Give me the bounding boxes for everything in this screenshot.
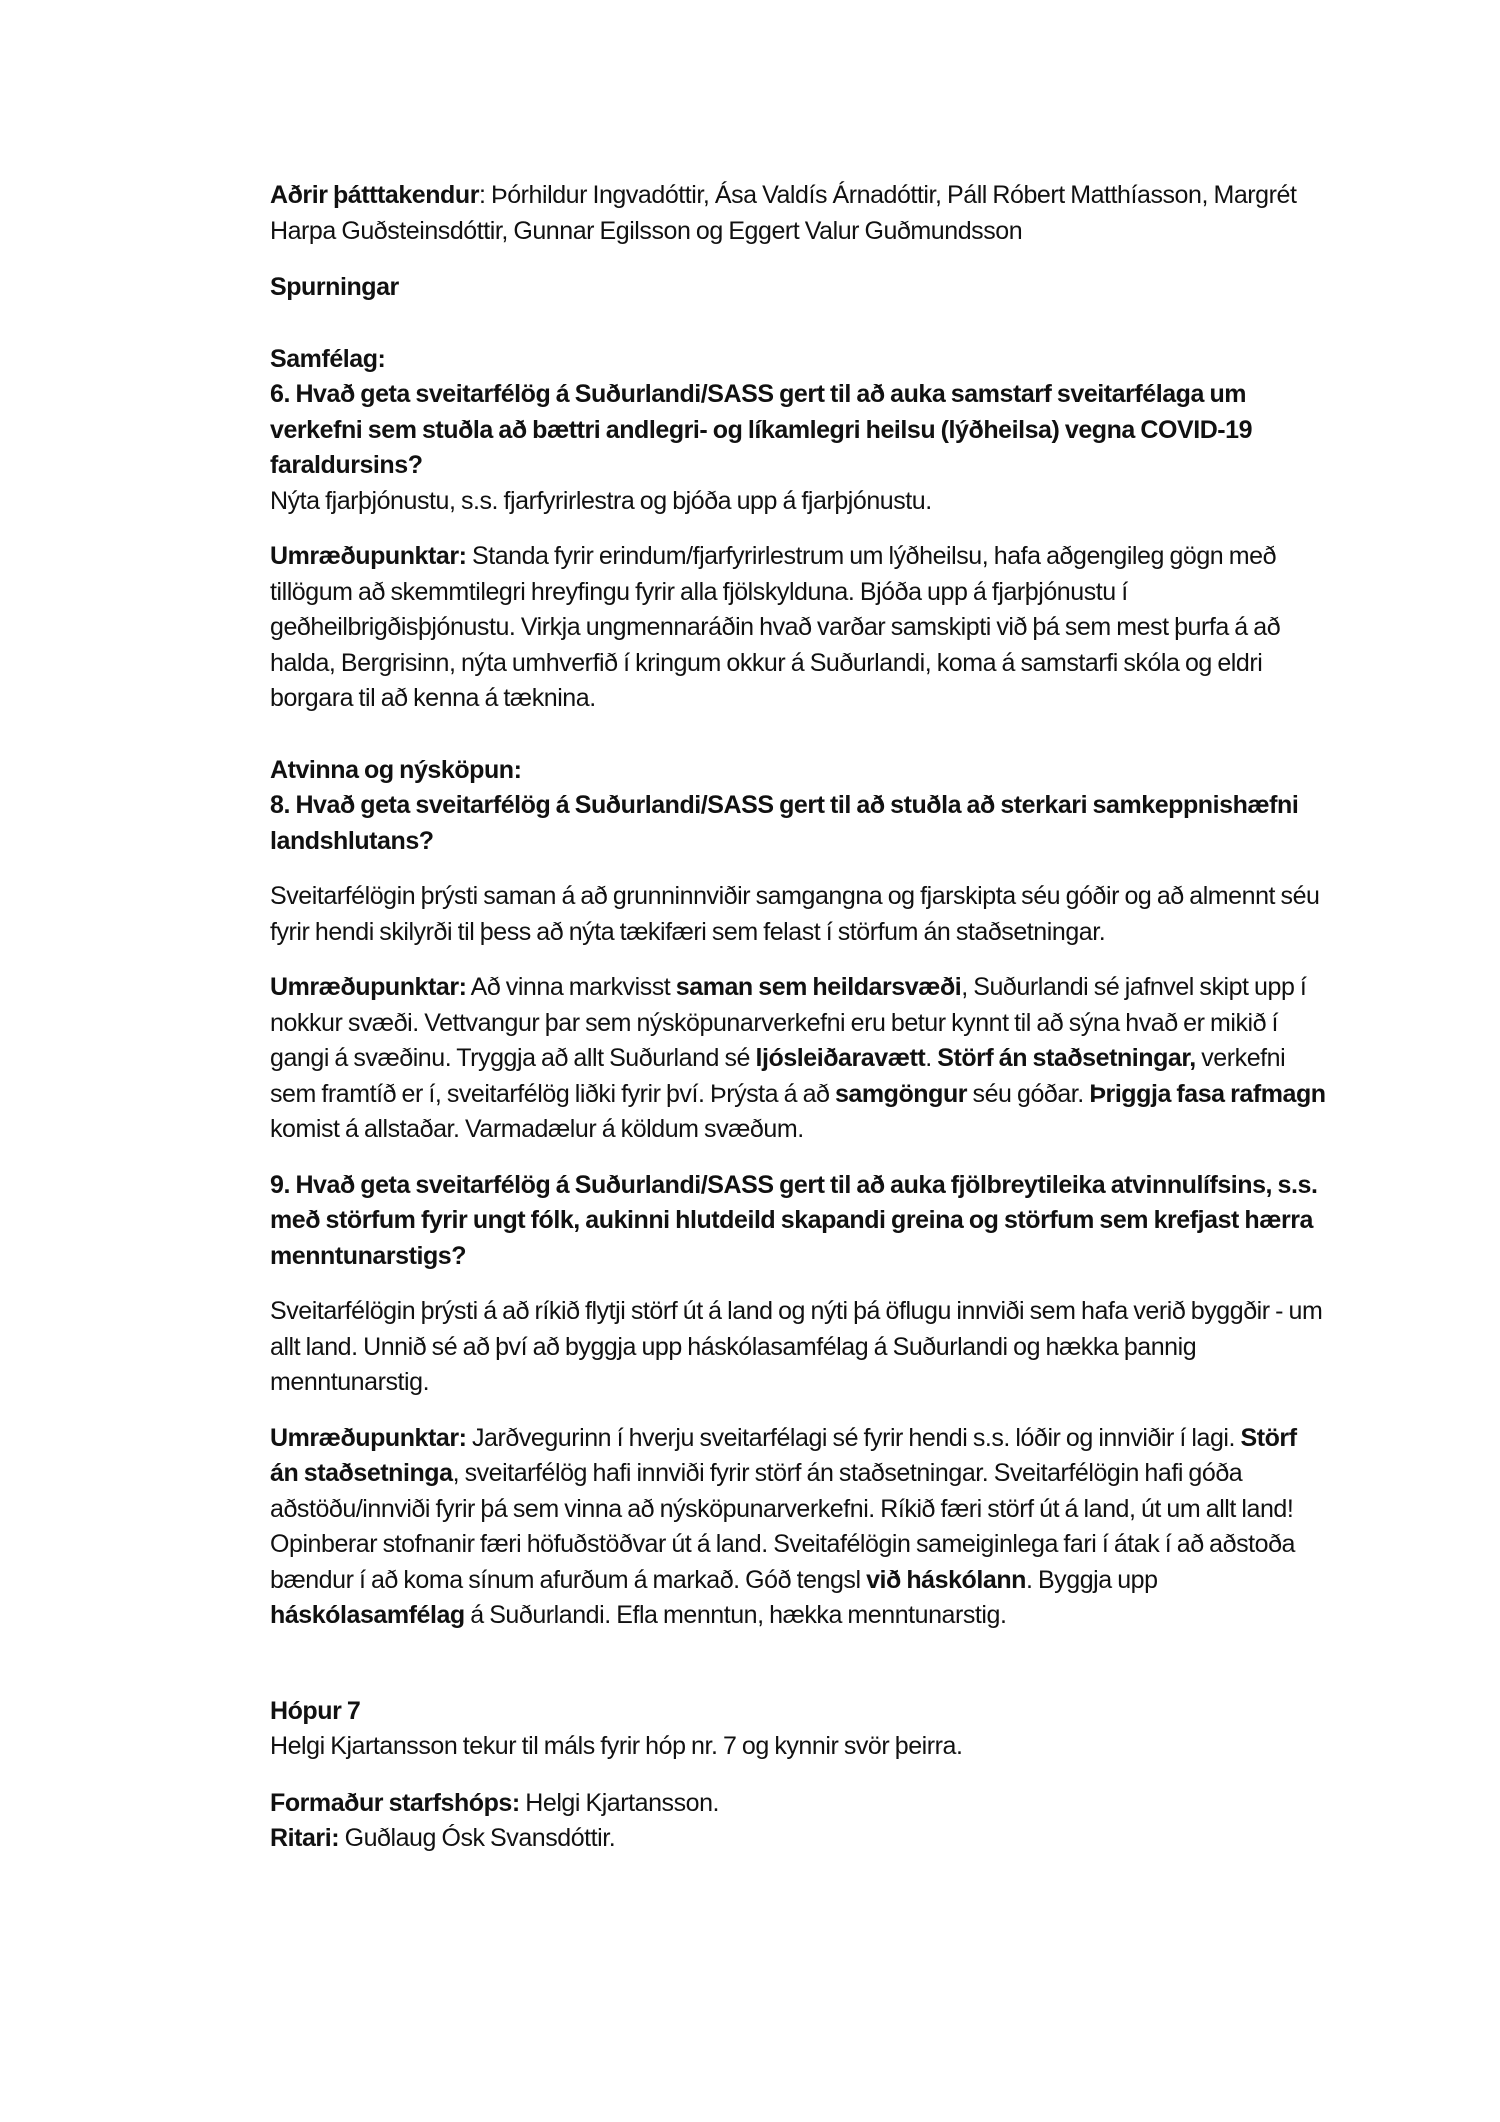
answer-9: Sveitarfélögin þrýsti á að ríkið flytji störf út á land og nýti þá öflugu innviði sem hafa verið byggðir - um allt land. Unnið sé að því að byggja upp háskólasamfélag á Suðurlandi og hækka þannig menntunarstig. <box>270 1297 1323 1396</box>
chair-label: Formaður starfshóps: <box>270 1788 520 1817</box>
participants-names: : Þórhildur Ingvadóttir, Ása Valdís Árnadóttir, Páll Róbert Matthíasson, Margrét Harpa Guðsteinsdóttir, Gunnar Egilsson og Eggert Valur Guðmundsson <box>270 181 1297 245</box>
discussion-emphasis: Störf án staðsetninga <box>270 1423 1297 1487</box>
discussion-text: , sveitarfélög hafi innviði fyrir störf án staðsetningar. Sveitarfélögin hafi góða aðstöðu/innviði fyrir þá sem vinna að nýsköpunarverkefni. Ríkið færi störf út á land, út um allt land! Opinberar stofnanir færi höfuðstöðvar út á land. Sveitafélögin sameiginlega fari í átak í að aðstoða bændur í að koma sínum afurðum á markað. Góð tengsl <box>270 1459 1295 1594</box>
secretary-value: Guðlaug Ósk Svansdóttir. <box>339 1824 616 1852</box>
question-6: 6. Hvað geta sveitarfélög á Suðurlandi/SASS gert til að auka samstarf sveitarfélaga um verkefni sem stuðla að bættri andlegri- og líkamlegri heilsu (lýðheilsa) vegna COVID-19 faraldursins? <box>270 380 1253 479</box>
answer-8: Sveitarfélögin þrýsti saman á að grunninnviðir samgangna og fjarskipta séu góðir og að almennt séu fyrir hendi skilyrði til þess að nýta tækifæri sem felast í störfum án staðsetningar. <box>270 882 1320 946</box>
discussion-emphasis: Þriggja fasa rafmagn <box>1089 1079 1326 1108</box>
discussion-text: á Suðurlandi. Efla menntun, hækka menntunarstig. <box>464 1601 1007 1629</box>
discussion-label: Umræðupunktar: <box>270 1423 467 1452</box>
discussion-points-8 <box>270 970 1330 1148</box>
discussion-text: Að vinna markvisst <box>466 973 676 1001</box>
discussion-emphasis: samgöngur <box>834 1079 968 1108</box>
discussion-emphasis: Störf án staðsetningar, <box>937 1044 1196 1072</box>
discussion-label: Umræðupunktar: <box>270 973 467 1001</box>
question-8: 8. Hvað geta sveitarfélög á Suðurlandi/SASS gert til að stuðla að sterkari samkeppnishæfni landshlutans? <box>270 791 1299 855</box>
discussion-text: Standa fyrir erindum/fjarfyrirlestrum um lýðheilsu, hafa aðgengileg gögn með tillögum að skemmtilegri hreyfingu fyrir alla fjölskylduna. Bjóða upp á fjarþjónustu í geðheilbrigðisþjónustu. Virkja ungmennaráðin hvað varðar samskipti við þá sem mest þurfa á að halda, Bergrisinn, nýta umhverfið í kringum okkur á Suðurlandi, koma á samstarfi skóla og eldri borgara til að kenna á tæknina. <box>270 542 1281 712</box>
group-7-secretary <box>270 1821 1330 1857</box>
questions-heading: Spurningar <box>270 273 399 301</box>
samfelag-heading: Samfélag: <box>270 344 386 373</box>
participants-paragraph <box>270 178 1330 249</box>
discussion-text: verkefni sem framtíð er í, sveitarfélög liðki fyrir því. Þrýsta á að <box>270 1044 1286 1108</box>
group-7-chair <box>270 1786 1330 1822</box>
question-9: 9. Hvað geta sveitarfélög á Suðurlandi/SASS gert til að auka fjölbreytileika atvinnulífsins, s.s. með störfum fyrir ungt fólk, aukinni hlutdeild skapandi greina og störfum sem krefjast hærra menntunarstigs? <box>270 1170 1318 1270</box>
discussion-text: . <box>925 1044 938 1072</box>
discussion-points-6 <box>270 539 1330 717</box>
chair-value: Helgi Kjartansson. <box>519 1788 720 1817</box>
discussion-text: komist á allstaðar. Varmadælur á köldum svæðum. <box>270 1115 804 1143</box>
discussion-emphasis: háskólasamfélag <box>270 1601 465 1629</box>
discussion-label: Umræðupunktar: <box>270 542 467 570</box>
discussion-emphasis: við háskólann <box>866 1565 1026 1594</box>
discussion-text: , Suðurlandi sé jafnvel skipt upp í nokkur svæði. Vettvangur þar sem nýsköpunarverkefni eru betur kynnt til að sýna hvað er mikið í gangi á svæðinu. Tryggja að allt Suðurland sé <box>270 973 1307 1072</box>
discussion-text: séu góðar. <box>967 1079 1090 1108</box>
discussion-points-9 <box>270 1421 1330 1634</box>
discussion-emphasis: saman sem heildarsvæði <box>675 973 962 1001</box>
secretary-label: Ritari: <box>270 1824 340 1852</box>
participants-label: Aðrir þátttakendur <box>270 181 479 209</box>
document-page <box>270 178 1330 1857</box>
group-7-heading: Hópur 7 <box>270 1696 361 1725</box>
group-7-intro: Helgi Kjartansson tekur til máls fyrir hóp nr. 7 og kynnir svör þeirra. <box>270 1732 963 1760</box>
discussion-text: . Byggja upp <box>1025 1565 1158 1594</box>
discussion-emphasis: ljósleiðaravætt <box>755 1044 926 1072</box>
discussion-text: Jarðvegurinn í hverju sveitarfélagi sé fyrir hendi s.s. lóðir og innviðir í lagi. <box>466 1423 1241 1452</box>
atvinna-heading: Atvinna og nýsköpun: <box>270 755 522 784</box>
answer-6: Nýta fjarþjónustu, s.s. fjarfyrirlestra og bjóða upp á fjarþjónustu. <box>270 486 932 515</box>
